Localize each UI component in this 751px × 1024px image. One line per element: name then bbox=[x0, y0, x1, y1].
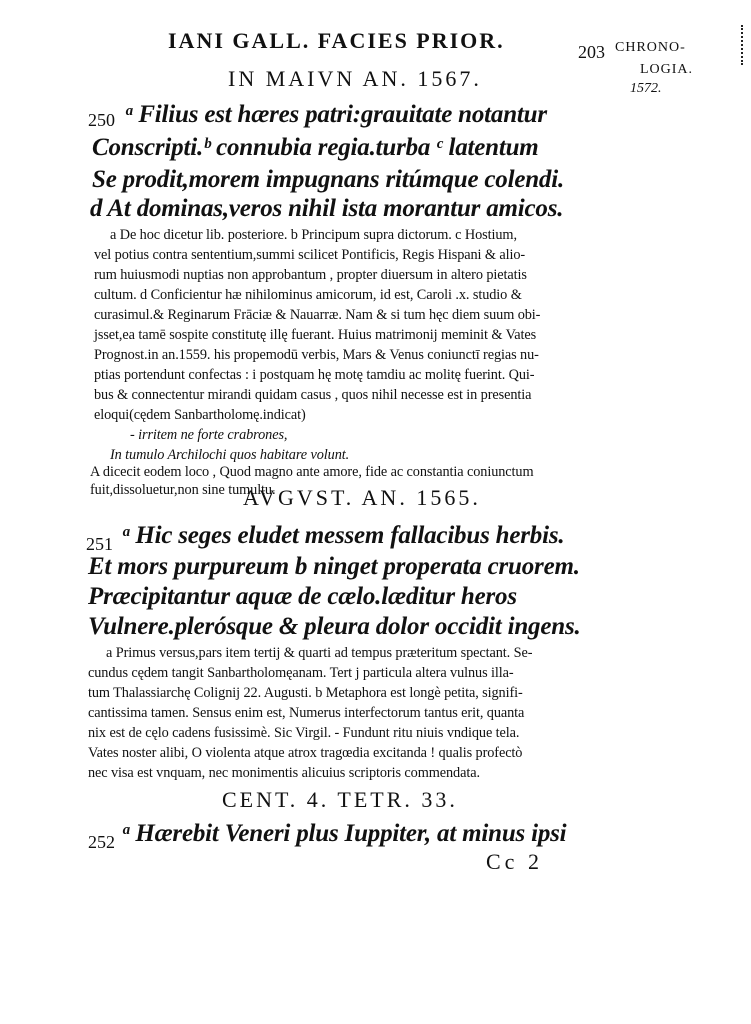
note-line: Prognost.in an.1559. his propemodū verbis, Mars & Venus coniunctī regias nu- bbox=[94, 347, 539, 363]
note-line: cundus cędem tangit Sanbartholomęanam. Tert j particula altera vulnus illa- bbox=[88, 665, 514, 681]
section-heading: AVGVST. AN. 1565. bbox=[243, 485, 481, 510]
verse-line: ᵃ Filius est hæres patri:grauitate notantur bbox=[125, 101, 547, 128]
verse-number: 251 bbox=[86, 534, 113, 554]
running-title: IANI GALL. FACIES PRIOR. bbox=[168, 28, 505, 53]
verse-line: Et mors purpureum b ninget properata cruorem. bbox=[88, 553, 580, 580]
note-line: Vates noster alibi, O violenta atque atrox tragœdia excitanda ! qualis profectò bbox=[88, 745, 523, 761]
page-edge-marks bbox=[741, 25, 747, 65]
verse-line: Conscripti.ᵇ connubia regia.turba ᶜ latentum bbox=[92, 134, 539, 161]
verse-number: 250 bbox=[88, 110, 115, 130]
verse-line: Se prodit,morem impugnans ritúmque colendi. bbox=[92, 166, 565, 193]
quote-line: - irritem ne forte crabrones, bbox=[130, 427, 288, 443]
section-heading: IN MAIVN AN. 1567. bbox=[228, 66, 482, 91]
note-line: nec visa est vnquam, nec monimentis alicuius scriptoris commendata. bbox=[88, 765, 480, 781]
signature-mark: Cc 2 bbox=[486, 849, 543, 874]
note-line: cantissima tamen. Sensus enim est, Numerus interfectorum tantus erit, quanta bbox=[88, 705, 525, 721]
closing-line: fuit,dissoluetur,non sine tumultu. bbox=[90, 482, 276, 498]
margin-note-line-1: CHRONO- bbox=[615, 40, 686, 55]
verse-line: ᵃ Hic seges eludet messem fallacibus herbis. bbox=[122, 522, 565, 549]
note-line: nix est de cęlo cadens fusissimè. Sic Virgil. - Fundunt ritu niuis vndique tela. bbox=[88, 725, 520, 741]
note-line: rum huiusmodi nuptias non approbantum , propter diuersum in altero pietatis bbox=[94, 267, 527, 283]
verse-line: Vulnere.plerósque & pleura dolor occidit ingens. bbox=[88, 613, 581, 640]
note-line: curasimul.& Reginarum Frāciæ & Nauarræ. Nam & si tum hęc diem suum obi- bbox=[94, 307, 541, 323]
note-line: bus & connectentur mirandi quidam casus , quos nihil necesse est in presentia bbox=[94, 387, 532, 403]
note-line: jsset,ea tamē sospite constitutę illę fuerant. Huius matrimonij meminit & Vates bbox=[94, 327, 537, 343]
note-line: tum Thalassiarchę Colignij 22. Augusti. b Metaphora est longè petita, signifi- bbox=[88, 685, 523, 701]
verse-line: Præcipitantur aquæ de cælo.læditur heros bbox=[88, 583, 517, 610]
margin-note-line-2: LOGIA. bbox=[640, 62, 694, 77]
note-line: cultum. d Conficientur hæ nihilominus amicorum, id est, Caroli .x. studio & bbox=[94, 287, 522, 303]
page-number: 203 bbox=[578, 42, 605, 62]
note-line: ptias portendunt confectas : i postquam hę motę tamdiu ac molitę fuerint. Qui- bbox=[94, 367, 535, 383]
verse-line: d At dominas,veros nihil ista morantur amicos. bbox=[90, 195, 564, 222]
note-line: a Primus versus,pars item tertij & quarti ad tempus præteritum spectant. Se- bbox=[106, 645, 533, 661]
verse-number: 252 bbox=[88, 832, 115, 852]
section-heading: CENT. 4. TETR. 33. bbox=[222, 787, 458, 812]
verse-line: ᵃ Hærebit Veneri plus Iuppiter, at minus ipsi bbox=[122, 820, 567, 847]
closing-line: A dicecit eodem loco , Quod magno ante amore, fide ac constantia coniunctum bbox=[90, 464, 534, 480]
note-line: vel potius contra sententium,summi scilicet Pontificis, Regis Hispani & alio- bbox=[94, 247, 526, 263]
quote-line: In tumulo Archilochi quos habitare volunt. bbox=[110, 447, 350, 463]
margin-note-line-3: 1572. bbox=[630, 81, 662, 96]
note-line: a De hoc dicetur lib. posteriore. b Principum supra dictorum. c Hostium, bbox=[110, 227, 517, 243]
note-line: eloqui(cędem Sanbartholomę.indicat) bbox=[94, 407, 306, 423]
